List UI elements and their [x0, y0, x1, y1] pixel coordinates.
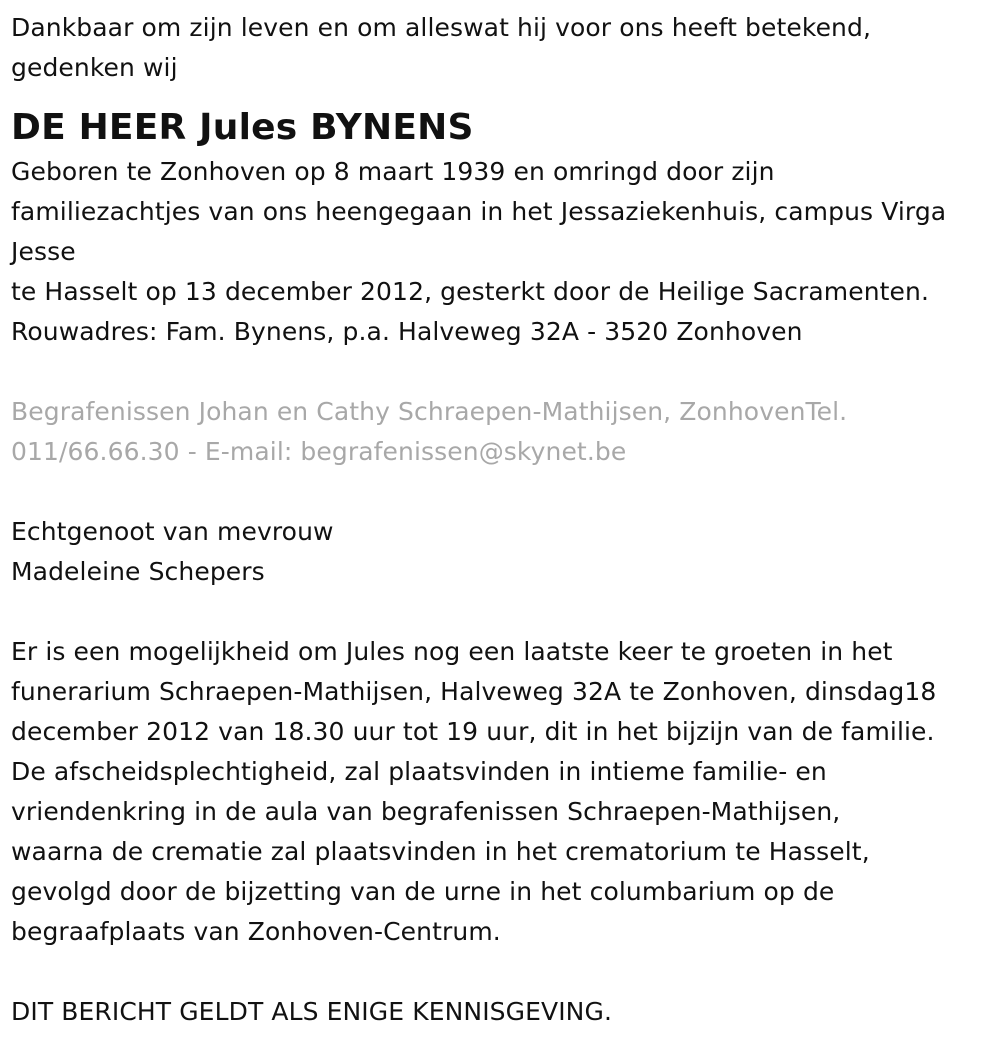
- spacer: [11, 472, 1000, 512]
- spouse-block: [11, 512, 1000, 592]
- details-line: Jesse: [11, 237, 76, 266]
- spouse-name: Madeleine Schepers: [11, 557, 265, 586]
- intro-block: [11, 8, 1000, 88]
- notice-line: DIT BERICHT GELDT ALS ENIGE KENNISGEVING.: [11, 997, 612, 1026]
- details-line: te Hasselt op 13 december 2012, gesterkt door de Heilige Sacramenten.: [11, 277, 930, 306]
- details-line: familiezachtjes van ons heengegaan in het Jessaziekenhuis, campus Virga: [11, 197, 947, 226]
- funeral-home-contact: 011/66.66.30 - E-mail: begrafenissen@skynet.be: [11, 437, 627, 466]
- intro-line: gedenken wij: [11, 53, 178, 82]
- ceremony-line: december 2012 van 18.30 uur tot 19 uur, dit in het bijzijn van de familie.: [11, 717, 935, 746]
- ceremony-line: waarna de crematie zal plaatsvinden in het crematorium te Hasselt,: [11, 837, 870, 866]
- ceremony-line: De afscheidsplechtigheid, zal plaatsvinden in intieme familie- en: [11, 757, 827, 786]
- ceremony-line: funerarium Schraepen-Mathijsen, Halveweg 32A te Zonhoven, dinsdag18: [11, 677, 937, 706]
- mourning-address: Rouwadres: Fam. Bynens, p.a. Halveweg 32A - 3520 Zonhoven: [11, 317, 803, 346]
- deceased-name: DE HEER Jules BYNENS: [11, 107, 474, 148]
- ceremony-line: vriendenkring in de aula van begrafenissen Schraepen-Mathijsen,: [11, 797, 841, 826]
- ceremony-line: begraafplaats van Zonhoven-Centrum.: [11, 917, 501, 946]
- spacer: [11, 952, 1000, 992]
- details-block: [11, 152, 1000, 352]
- spacer: [11, 592, 1000, 632]
- intro-line: Dankbaar om zijn leven en om alleswat hij voor ons heeft betekend,: [11, 13, 872, 42]
- funeral-home-block: [11, 392, 1000, 472]
- details-line: Geboren te Zonhoven op 8 maart 1939 en omringd door zijn: [11, 157, 775, 186]
- spouse-line: Echtgenoot van mevrouw: [11, 517, 334, 546]
- ceremony-block: [11, 632, 1000, 952]
- ceremony-line: gevolgd door de bijzetting van de urne in het columbarium op de: [11, 877, 835, 906]
- funeral-home-line: Begrafenissen Johan en Cathy Schraepen-Mathijsen, ZonhovenTel.: [11, 397, 848, 426]
- spacer: [11, 352, 1000, 392]
- ceremony-line: Er is een mogelijkheid om Jules nog een laatste keer te groeten in het: [11, 637, 893, 666]
